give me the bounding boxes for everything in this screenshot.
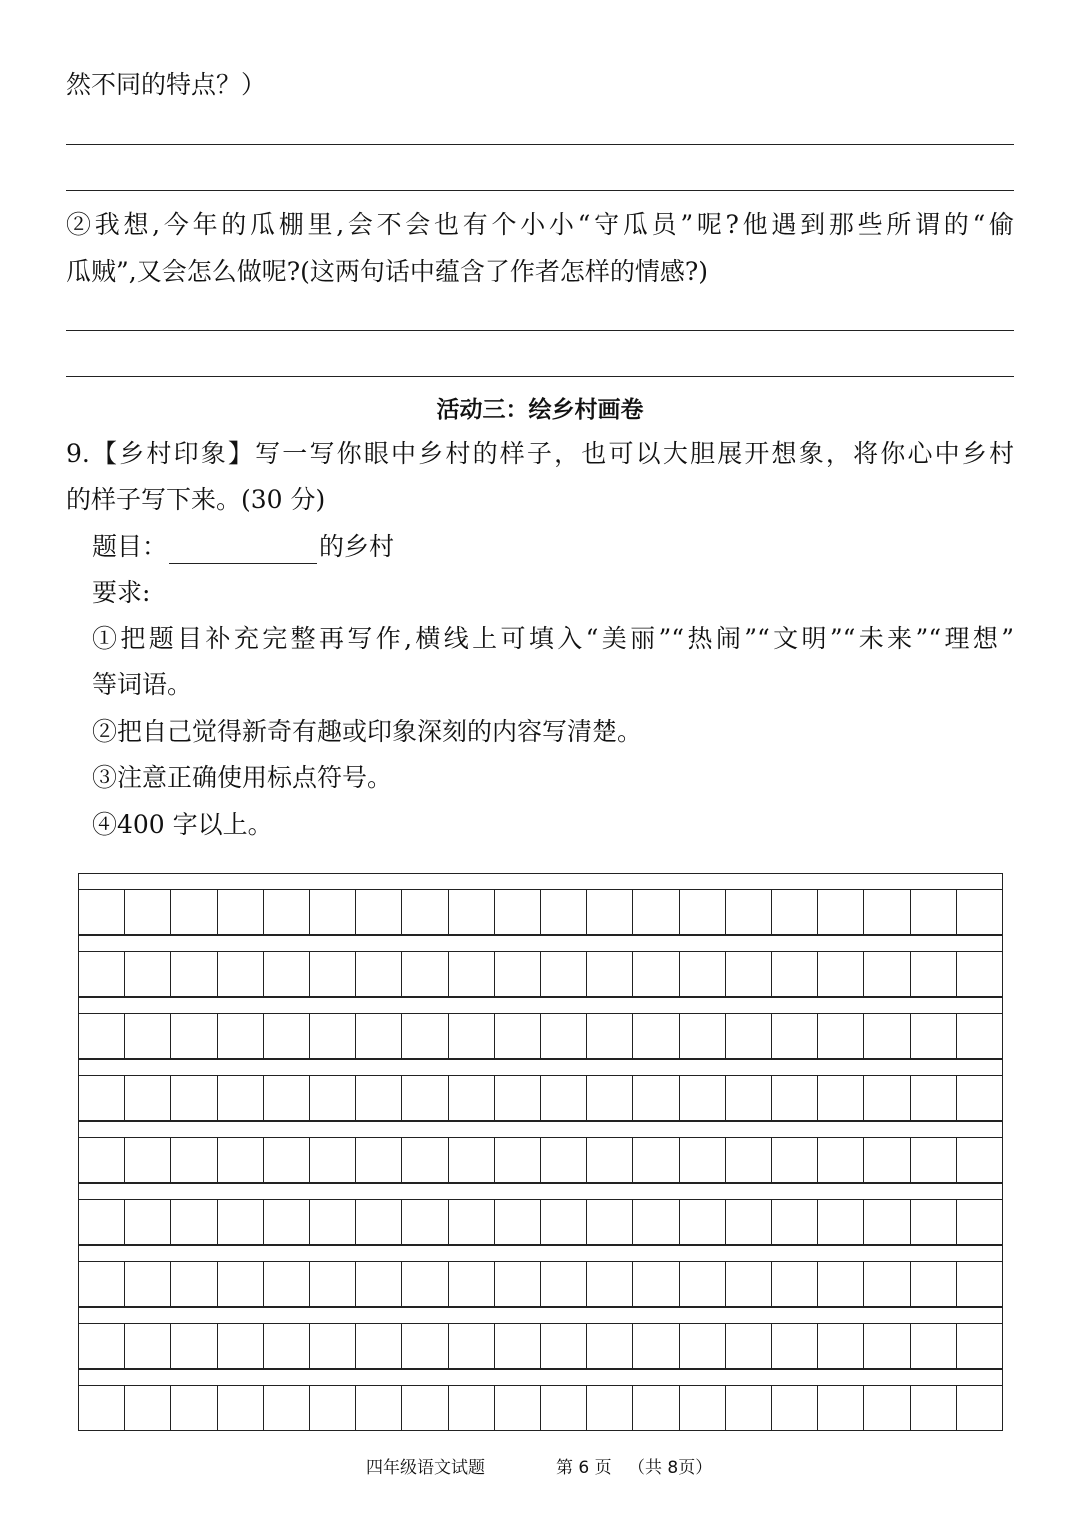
- grid-cell[interactable]: [911, 1324, 957, 1368]
- grid-cell[interactable]: [911, 1200, 957, 1244]
- grid-cell[interactable]: [310, 952, 356, 996]
- grid-cell[interactable]: [541, 1200, 587, 1244]
- grid-spacer-band: [78, 1059, 1003, 1075]
- grid-cell[interactable]: [864, 1386, 910, 1430]
- grid-cell[interactable]: [772, 1200, 818, 1244]
- grid-cell[interactable]: [449, 1200, 495, 1244]
- grid-cell[interactable]: [911, 1076, 957, 1120]
- grid-cell[interactable]: [356, 1262, 402, 1306]
- grid-cell[interactable]: [772, 952, 818, 996]
- answer-line-1[interactable]: [66, 144, 1014, 145]
- grid-row: [78, 1137, 1003, 1183]
- grid-row: [78, 1323, 1003, 1369]
- grid-cell[interactable]: [911, 1138, 957, 1182]
- grid-cell[interactable]: [79, 1324, 125, 1368]
- grid-cell[interactable]: [402, 1138, 448, 1182]
- grid-cell[interactable]: [495, 1014, 541, 1058]
- grid-cell[interactable]: [680, 1386, 726, 1430]
- grid-cell[interactable]: [957, 1200, 1002, 1244]
- question-8-part2-line2: 瓜贼”,又会怎么做呢?(这两句话中蕴含了作者怎样的情感?): [66, 257, 709, 286]
- grid-cell[interactable]: [911, 890, 957, 934]
- grid-cell[interactable]: [171, 1138, 217, 1182]
- grid-cell[interactable]: [587, 1324, 633, 1368]
- grid-cell[interactable]: [726, 1014, 772, 1058]
- question-9-line2: 的样子写下来。(30 分): [66, 485, 326, 514]
- grid-cell[interactable]: [726, 890, 772, 934]
- grid-spacer-band: [78, 1307, 1003, 1323]
- grid-cell[interactable]: [633, 1076, 679, 1120]
- grid-cell[interactable]: [402, 1324, 448, 1368]
- grid-cell[interactable]: [310, 1262, 356, 1306]
- grid-cell[interactable]: [79, 952, 125, 996]
- grid-cell[interactable]: [356, 1138, 402, 1182]
- grid-cell[interactable]: [125, 1386, 171, 1430]
- grid-cell[interactable]: [680, 952, 726, 996]
- grid-cell[interactable]: [125, 1262, 171, 1306]
- grid-cell[interactable]: [864, 952, 910, 996]
- footer-exam-name: 四年级语文试题: [366, 1458, 485, 1478]
- grid-cell[interactable]: [449, 1076, 495, 1120]
- grid-cell[interactable]: [818, 1386, 864, 1430]
- grid-cell[interactable]: [864, 1324, 910, 1368]
- grid-cell[interactable]: [633, 890, 679, 934]
- grid-cell[interactable]: [541, 1138, 587, 1182]
- grid-cell[interactable]: [79, 890, 125, 934]
- grid-cell[interactable]: [449, 1138, 495, 1182]
- grid-cell[interactable]: [680, 1076, 726, 1120]
- grid-cell[interactable]: [356, 952, 402, 996]
- grid-cell[interactable]: [171, 1262, 217, 1306]
- grid-cell[interactable]: [495, 1386, 541, 1430]
- grid-cell[interactable]: [864, 1138, 910, 1182]
- grid-cell[interactable]: [541, 1324, 587, 1368]
- grid-cell[interactable]: [633, 1262, 679, 1306]
- grid-cell[interactable]: [726, 1324, 772, 1368]
- grid-cell[interactable]: [79, 1386, 125, 1430]
- grid-cell[interactable]: [772, 1076, 818, 1120]
- grid-cell[interactable]: [864, 1200, 910, 1244]
- grid-cell[interactable]: [449, 1262, 495, 1306]
- grid-cell[interactable]: [495, 890, 541, 934]
- grid-cell[interactable]: [356, 1076, 402, 1120]
- grid-cell[interactable]: [356, 1324, 402, 1368]
- grid-cell[interactable]: [818, 1200, 864, 1244]
- grid-cell[interactable]: [171, 1324, 217, 1368]
- grid-cell[interactable]: [864, 1262, 910, 1306]
- question-8-part2-line1: ②我想,今年的瓜棚里,会不会也有个小小“守瓜员”呢?他遇到那些所谓的“偷: [66, 210, 1014, 239]
- grid-cell[interactable]: [264, 1076, 310, 1120]
- grid-cell[interactable]: [218, 1138, 264, 1182]
- grid-cell[interactable]: [310, 1386, 356, 1430]
- grid-cell[interactable]: [541, 1262, 587, 1306]
- grid-cell[interactable]: [957, 1014, 1002, 1058]
- grid-cell[interactable]: [495, 1200, 541, 1244]
- grid-cell[interactable]: [218, 1386, 264, 1430]
- grid-row: [78, 1385, 1003, 1431]
- requirement-1-line1: ①把题目补充完整再写作,横线上可填入“美丽”“热闹”“文明”“未来”“理想”: [92, 624, 1014, 653]
- grid-cell[interactable]: [772, 1324, 818, 1368]
- grid-cell[interactable]: [171, 952, 217, 996]
- grid-cell[interactable]: [171, 1386, 217, 1430]
- grid-cell[interactable]: [264, 952, 310, 996]
- grid-spacer-band: [78, 935, 1003, 951]
- grid-cell[interactable]: [125, 1138, 171, 1182]
- grid-cell[interactable]: [218, 1076, 264, 1120]
- grid-row: [78, 889, 1003, 935]
- grid-cell[interactable]: [680, 1262, 726, 1306]
- grid-cell[interactable]: [680, 890, 726, 934]
- grid-cell[interactable]: [402, 952, 448, 996]
- grid-cell[interactable]: [680, 1324, 726, 1368]
- grid-cell[interactable]: [864, 890, 910, 934]
- grid-cell[interactable]: [449, 890, 495, 934]
- grid-cell[interactable]: [587, 1386, 633, 1430]
- grid-row: [78, 1261, 1003, 1307]
- grid-cell[interactable]: [726, 1138, 772, 1182]
- grid-cell[interactable]: [449, 1386, 495, 1430]
- grid-cell[interactable]: [264, 1262, 310, 1306]
- grid-cell[interactable]: [680, 1200, 726, 1244]
- footer-page-number: 第 6 页: [556, 1458, 612, 1478]
- grid-cell[interactable]: [726, 1076, 772, 1120]
- grid-cell[interactable]: [264, 1200, 310, 1244]
- grid-cell[interactable]: [310, 1014, 356, 1058]
- grid-cell[interactable]: [633, 1138, 679, 1182]
- grid-cell[interactable]: [541, 1076, 587, 1120]
- grid-cell[interactable]: [218, 1262, 264, 1306]
- grid-cell[interactable]: [957, 1138, 1002, 1182]
- grid-cell[interactable]: [911, 1386, 957, 1430]
- grid-cell[interactable]: [171, 1014, 217, 1058]
- grid-cell[interactable]: [264, 1014, 310, 1058]
- grid-cell[interactable]: [911, 1014, 957, 1058]
- grid-cell[interactable]: [218, 952, 264, 996]
- grid-spacer-band: [78, 997, 1003, 1013]
- grid-cell[interactable]: [633, 1014, 679, 1058]
- grid-cell[interactable]: [218, 1014, 264, 1058]
- grid-cell[interactable]: [125, 952, 171, 996]
- grid-cell[interactable]: [402, 1262, 448, 1306]
- grid-cell[interactable]: [79, 1014, 125, 1058]
- grid-cell[interactable]: [356, 1014, 402, 1058]
- grid-cell[interactable]: [957, 890, 1002, 934]
- grid-cell[interactable]: [772, 1138, 818, 1182]
- footer-total-pages: （共 8页）: [628, 1458, 713, 1478]
- grid-cell[interactable]: [541, 890, 587, 934]
- grid-cell[interactable]: [726, 1386, 772, 1430]
- grid-cell[interactable]: [818, 1138, 864, 1182]
- grid-row: [78, 1013, 1003, 1059]
- grid-cell[interactable]: [310, 890, 356, 934]
- grid-cell[interactable]: [587, 1138, 633, 1182]
- grid-cell[interactable]: [587, 890, 633, 934]
- grid-cell[interactable]: [449, 1014, 495, 1058]
- grid-cell[interactable]: [726, 1200, 772, 1244]
- grid-cell[interactable]: [587, 1014, 633, 1058]
- grid-cell[interactable]: [818, 1262, 864, 1306]
- grid-cell[interactable]: [495, 1138, 541, 1182]
- grid-cell[interactable]: [587, 1076, 633, 1120]
- grid-cell[interactable]: [495, 1262, 541, 1306]
- grid-cell[interactable]: [310, 1138, 356, 1182]
- grid-cell[interactable]: [79, 1200, 125, 1244]
- grid-spacer-band: [78, 1183, 1003, 1199]
- answer-line-2[interactable]: [66, 190, 1014, 191]
- grid-cell[interactable]: [495, 1076, 541, 1120]
- grid-cell[interactable]: [171, 1076, 217, 1120]
- grid-cell[interactable]: [79, 1262, 125, 1306]
- grid-cell[interactable]: [818, 1076, 864, 1120]
- answer-line-4[interactable]: [66, 376, 1014, 377]
- grid-cell[interactable]: [449, 1324, 495, 1368]
- grid-cell[interactable]: [310, 1200, 356, 1244]
- grid-cell[interactable]: [726, 952, 772, 996]
- grid-cell[interactable]: [402, 1076, 448, 1120]
- grid-cell[interactable]: [125, 1076, 171, 1120]
- grid-cell[interactable]: [633, 1200, 679, 1244]
- grid-cell[interactable]: [495, 1324, 541, 1368]
- grid-cell[interactable]: [541, 952, 587, 996]
- grid-spacer-band: [78, 1245, 1003, 1261]
- grid-cell[interactable]: [957, 1076, 1002, 1120]
- grid-cell[interactable]: [587, 1262, 633, 1306]
- grid-cell[interactable]: [218, 1200, 264, 1244]
- grid-cell[interactable]: [264, 890, 310, 934]
- grid-cell[interactable]: [957, 1262, 1002, 1306]
- grid-cell[interactable]: [218, 1324, 264, 1368]
- grid-cell[interactable]: [171, 1200, 217, 1244]
- grid-cell[interactable]: [402, 1386, 448, 1430]
- grid-cell[interactable]: [449, 952, 495, 996]
- grid-cell[interactable]: [680, 1138, 726, 1182]
- grid-cell[interactable]: [264, 1138, 310, 1182]
- question-9-line1: 9.【乡村印象】写一写你眼中乡村的样子，也可以大胆展开想象，将你心中乡村: [66, 439, 1014, 468]
- activity-heading: 活动三：绘乡村画卷: [436, 397, 644, 423]
- grid-cell[interactable]: [957, 952, 1002, 996]
- grid-cell[interactable]: [633, 952, 679, 996]
- grid-cell[interactable]: [125, 1014, 171, 1058]
- grid-cell[interactable]: [264, 1386, 310, 1430]
- grid-cell[interactable]: [772, 1262, 818, 1306]
- requirement-4: ④400 字以上。: [92, 810, 273, 839]
- grid-cell[interactable]: [726, 1262, 772, 1306]
- grid-row: [78, 951, 1003, 997]
- essay-title-row: [92, 530, 394, 564]
- grid-cell[interactable]: [402, 890, 448, 934]
- grid-cell[interactable]: [125, 1324, 171, 1368]
- grid-cell[interactable]: [772, 1386, 818, 1430]
- grid-spacer-band: [78, 873, 1003, 889]
- grid-cell[interactable]: [125, 890, 171, 934]
- grid-cell[interactable]: [310, 1324, 356, 1368]
- grid-row: [78, 1075, 1003, 1121]
- grid-cell[interactable]: [633, 1324, 679, 1368]
- title-blank[interactable]: [169, 537, 317, 564]
- grid-cell[interactable]: [541, 1386, 587, 1430]
- grid-cell[interactable]: [79, 1138, 125, 1182]
- grid-cell[interactable]: [495, 952, 541, 996]
- grid-cell[interactable]: [264, 1324, 310, 1368]
- grid-spacer-band: [78, 1369, 1003, 1385]
- answer-line-3[interactable]: [66, 330, 1014, 331]
- grid-cell[interactable]: [587, 952, 633, 996]
- grid-cell[interactable]: [587, 1200, 633, 1244]
- grid-cell[interactable]: [818, 1014, 864, 1058]
- grid-cell[interactable]: [310, 1076, 356, 1120]
- grid-cell[interactable]: [818, 890, 864, 934]
- grid-cell[interactable]: [772, 1014, 818, 1058]
- requirements-label: 要求:: [92, 578, 151, 607]
- grid-cell[interactable]: [171, 890, 217, 934]
- title-suffix: 的乡村: [319, 532, 395, 561]
- grid-cell[interactable]: [818, 952, 864, 996]
- grid-cell[interactable]: [79, 1076, 125, 1120]
- requirement-1-line2: 等词语。: [92, 670, 193, 699]
- continuation-line: 然不同的特点？）: [66, 70, 267, 99]
- grid-cell[interactable]: [818, 1324, 864, 1368]
- grid-cell[interactable]: [356, 1386, 402, 1430]
- requirement-3: ③注意正确使用标点符号。: [92, 763, 393, 792]
- grid-cell[interactable]: [957, 1386, 1002, 1430]
- grid-cell[interactable]: [402, 1014, 448, 1058]
- grid-row: [78, 1199, 1003, 1245]
- grid-cell[interactable]: [864, 1014, 910, 1058]
- grid-cell[interactable]: [402, 1200, 448, 1244]
- grid-cell[interactable]: [218, 890, 264, 934]
- grid-cell[interactable]: [356, 1200, 402, 1244]
- grid-spacer-band: [78, 1121, 1003, 1137]
- grid-cell[interactable]: [633, 1386, 679, 1430]
- grid-cell[interactable]: [911, 1262, 957, 1306]
- writing-grid[interactable]: [78, 873, 1003, 1429]
- requirement-2: ②把自己觉得新奇有趣或印象深刻的内容写清楚。: [92, 717, 643, 746]
- grid-cell[interactable]: [356, 890, 402, 934]
- grid-cell[interactable]: [125, 1200, 171, 1244]
- title-label: 题目：: [92, 532, 168, 561]
- grid-cell[interactable]: [864, 1076, 910, 1120]
- grid-cell[interactable]: [957, 1324, 1002, 1368]
- grid-cell[interactable]: [911, 952, 957, 996]
- grid-cell[interactable]: [772, 890, 818, 934]
- grid-cell[interactable]: [680, 1014, 726, 1058]
- grid-cell[interactable]: [541, 1014, 587, 1058]
